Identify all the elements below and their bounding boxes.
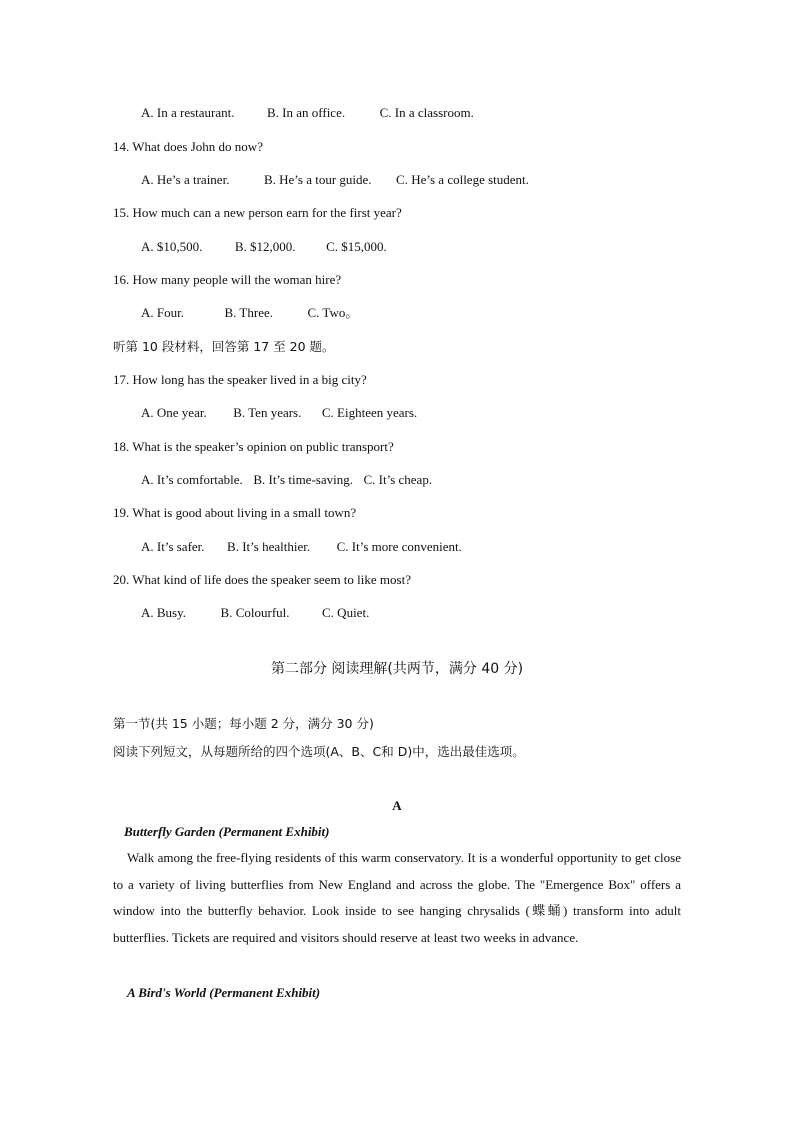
listening-section10-instruction: 听第 10 段材料，回答第 17 至 20 题。 — [113, 339, 335, 354]
q15-option-c: C. $15,000. — [326, 239, 387, 254]
exhibit1-title: Butterfly Garden (Permanent Exhibit) — [124, 824, 330, 839]
q19-option-a: A. It’s safer. — [141, 539, 205, 554]
q17-option-a: A. One year. — [141, 405, 207, 420]
section1-instruction: 阅读下列短文，从每题所给的四个选项(A、B、C和 D)中，选出最佳选项。 — [113, 744, 525, 759]
q14-options — [141, 172, 529, 188]
q14-option-c: C. He’s a college student. — [396, 172, 529, 187]
passage-label: A — [392, 798, 402, 813]
q14-stem: 14. What does John do now? — [113, 139, 263, 154]
q15-option-a: A. $10,500. — [141, 239, 203, 254]
q16-option-b: B. Three. — [224, 305, 273, 320]
q13-options — [141, 105, 474, 121]
q20-option-b: B. Colourful. — [220, 605, 290, 620]
q13-option-b: B. In an office. — [267, 105, 346, 120]
section1-title: 第一节(共 15 小题；每小题 2 分，满分 30 分) — [113, 716, 374, 731]
q18-option-c: C. It’s cheap. — [363, 472, 433, 487]
q18-option-b: B. It’s time-saving. — [253, 472, 353, 487]
q19-stem: 19. What is good about living in a small town? — [113, 505, 357, 520]
exhibit1-description: Walk among the free-flying residents of this warm conservatory. It is a wonderful opportunity to get close to a variety of living butterflies from New England and across the globe. The "Emergence Box" offers a window into the butterfly behavior. Look inside to see hanging chrysalids (蝶蛹) transform into adult butterflies. Tickets are required and visitors should reserve at least two weeks in advance. — [113, 850, 681, 945]
q15-stem: 15. How much can a new person earn for the first year? — [113, 205, 402, 220]
q19-option-c: C. It’s more convenient. — [336, 539, 462, 554]
q17-option-b: B. Ten years. — [233, 405, 302, 420]
q13-option-c: C. In a classroom. — [379, 105, 474, 120]
q15-options — [141, 239, 387, 255]
q14-option-a: A. He’s a trainer. — [141, 172, 230, 187]
q14-option-b: B. He’s a tour guide. — [263, 172, 372, 187]
q15-option-b: B. $12,000. — [234, 239, 296, 254]
q20-option-a: A. Busy. — [141, 605, 187, 620]
q20-option-c: C. Quiet. — [322, 605, 370, 620]
q18-options — [141, 472, 432, 488]
q19-option-b: B. It’s healthier. — [227, 539, 311, 554]
q17-option-c: C. Eighteen years. — [321, 405, 418, 420]
q16-stem: 16. How many people will the woman hire? — [113, 272, 342, 287]
q16-option-c: C. Two。 — [307, 305, 359, 320]
q19-options — [141, 539, 462, 555]
q18-stem: 18. What is the speaker’s opinion on public transport? — [113, 439, 394, 454]
q16-option-a: A. Four. — [141, 305, 184, 320]
q17-options — [141, 405, 417, 421]
q16-options — [141, 305, 358, 321]
q17-stem: 17. How long has the speaker lived in a big city? — [113, 372, 367, 387]
part2-heading: 第二部分 阅读理解(共两节，满分 40 分) — [270, 661, 524, 677]
q18-option-a: A. It’s comfortable. — [141, 472, 243, 487]
q20-options — [141, 605, 369, 621]
q20-stem: 20. What kind of life does the speaker seem to like most? — [113, 572, 411, 587]
exhibit2-title: A Bird's World (Permanent Exhibit) — [127, 985, 321, 1000]
q13-option-a: A. In a restaurant. — [141, 105, 235, 120]
